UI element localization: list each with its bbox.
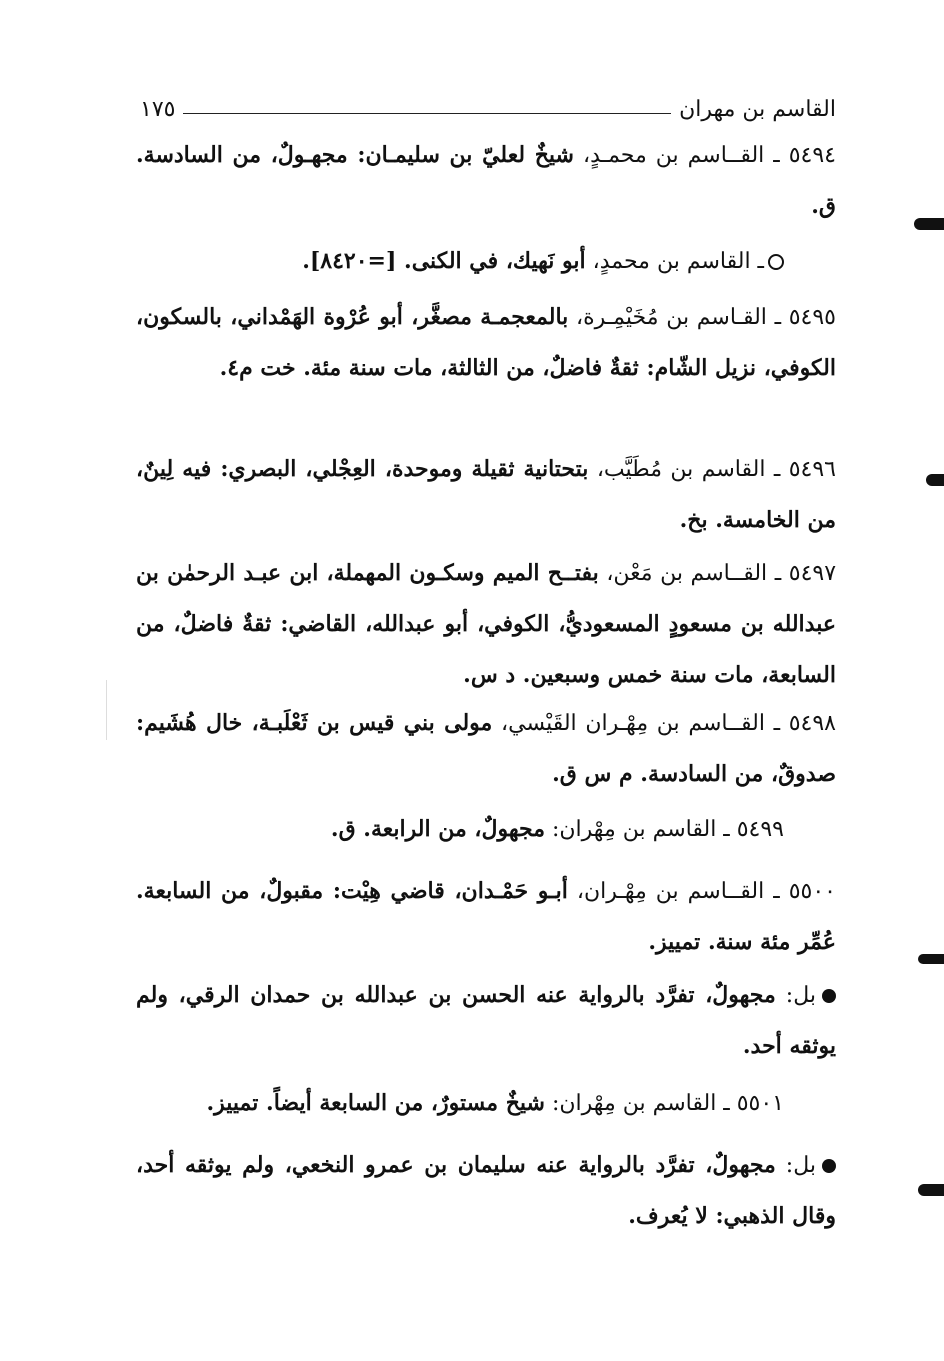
entry-text: ٥٤٩٦ ـ القاسم بن مُطَيَّب، <box>588 457 836 482</box>
scan-edge-mark <box>918 1184 944 1196</box>
bullet-icon <box>822 989 836 1003</box>
entry-text: ٥٥٠٠ ـ القــاسم بن مِهْـران، <box>567 879 836 904</box>
entry-text: ٥٤٩٨ ـ القــاسم بن مِهْـران القَيْسي، <box>492 711 836 736</box>
note-bold-text: مجهولٌ، تفرَّد بالرواية عنه الحسن بن عبدالله بن حمدان الرقي، ولم يوثقه أحد. <box>136 982 836 1059</box>
entry-bold-text: بالمعجمـة مصغَّر، أبو عُرْوة الهَمْداني، بالسكون، الكوفي، نزيل الشّام: ثقةٌ فاضلٌ، من الثالثة، مات سنة مئة. خت م٤. <box>136 304 836 381</box>
entry-5496 <box>136 444 836 546</box>
entry-5498 <box>136 698 836 800</box>
entry-5497 <box>136 548 836 701</box>
note-5500 <box>136 970 836 1072</box>
page-header <box>140 88 836 122</box>
entry-bold-text: مجهولٌ، من الرابعة. ق. <box>330 816 545 842</box>
entry-text: ٥٥٠١ ـ القاسم بن مِهْران: <box>544 1091 784 1116</box>
running-title: القاسم بن مهران <box>679 97 836 122</box>
entry-5499 <box>136 804 836 855</box>
note-bold-text: مجهولٌ، تفرَّد بالرواية عنه سليمان بن عمرو النخعي، ولم يوثقه أحد، وقال الذهبي: لا يُعرف. <box>136 1152 836 1229</box>
entry-5495 <box>136 292 836 394</box>
note-text: بل: <box>775 1153 816 1178</box>
entry-text: ٥٤٩٤ ـ القــاسم بن محمـدٍ، <box>573 143 836 168</box>
entry-kunya-reference <box>136 236 836 287</box>
entry-text: ٥٤٩٥ ـ القـاسم بن مُخَيْمِـرة، <box>568 305 836 330</box>
entry-text: ٥٤٩٩ ـ القاسم بن مِهْران: <box>544 817 784 842</box>
note-5501 <box>136 1140 836 1242</box>
bullet-icon <box>822 1159 836 1173</box>
entry-bold-text: بتحتانية ثقيلة وموحدة، العِجْلي، البصري: فيه لِينٌ، من الخامسة. بخ. <box>136 456 836 533</box>
header-rule <box>183 113 671 114</box>
entry-text: ٥٤٩٧ ـ القــاسم بن مَعْن، <box>598 561 837 586</box>
page-number: ١٧٥ <box>140 97 176 122</box>
scan-gutter-line <box>106 680 107 740</box>
entry-bold-text: مولى بني قيس بن ثَعْلَبـة، خال هُشَيم: صدوقٌ، من السادسة. م س ق. <box>136 710 836 787</box>
entry-5501 <box>136 1078 836 1129</box>
entry-bold-text: أبو نَهيك، في الكنى. [=٨٤٢٠]. <box>302 248 586 274</box>
entry-bold-text: بفتــح الميم وسكـون المهملة، ابن عبـد الرحمٰن بن عبدالله بن مسعودٍ المسعوديُّ، الكوفي، أبو عبدالله، القاضي: ثقةٌ فاضلٌ، من السابعة، مات سنة خمس وسبعين. د س. <box>136 560 836 688</box>
scan-edge-mark <box>918 954 944 964</box>
entry-bold-text: شيخٌ لعليّ بن سليمـان: مجهـولٌ، من السادسة. ق. <box>136 142 836 219</box>
entry-5494 <box>136 130 836 232</box>
scan-edge-mark <box>914 218 944 230</box>
entry-text: ـ القاسم بن محمدٍ، <box>585 249 764 274</box>
entry-bold-text: أبـو حَمْـدان، قاضي هِيْت: مقبولٌ، من السابعة. عُمِّر مئة سنة. تمييز. <box>136 878 836 955</box>
scan-edge-mark <box>926 474 944 486</box>
circle-marker-icon <box>768 254 784 270</box>
note-text: بل: <box>775 983 816 1008</box>
entry-5500 <box>136 866 836 968</box>
entry-bold-text: شيخٌ مستورٌ، من السابعة أيضاً. تمييز. <box>206 1090 545 1116</box>
